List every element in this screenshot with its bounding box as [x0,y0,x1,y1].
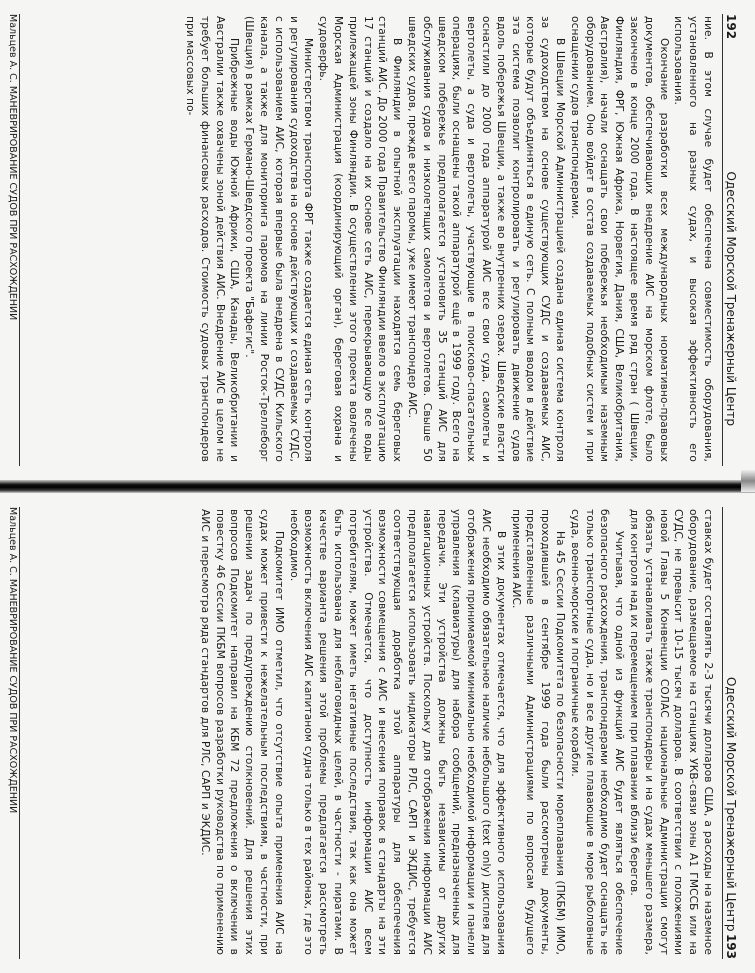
book-gutter [0,480,755,493]
left-page-footer: Мальцев А. С. МАНЕВРИРОВАНИЕ СУДОВ ПРИ РАСХОЖДЕНИИ [6,14,20,466]
left-paragraph: В Швеции Морской Администрацией создана единая система контроля за судоходством на основе существующих СУДС и создаваемых АИС, которые будут объединяться в единую сеть. С полным вводом в действие эта система позволит контролировать и регулировать движение судов вдоль побережья Швеции, а также во внутренних озерах. Шведские власти оснастили до 2000 года аппаратурой АИС все свои суда, самолеты и вертолеты, а суда и вертолеты, участвующие в поисково-спасательных операциях, были оснащены такой аппаратурой ещё в 1999 году. Всего на шведском побережье предполагается установить 35 станций АИС для обслуживания судов и низколетящих самолетов и вертолетов. Свыше 50 шведских судов, прежде всего паромы, уже имеют транспондер АИС. [406,16,567,462]
right-page-footer: Мальцев А. С. МАНЕВРИРОВАНИЕ СУДОВ ПРИ РАСХОЖДЕНИИ [6,507,20,959]
left-paragraph: Прибрежные воды Южной Африки, США, Канады, Великобритании и Австралии также охвачены зоной действия АИС. Внедрение АИС в целом не требует больших финансовых расходов. Стоимость судовых транспондеров при массовых по- [184,16,241,462]
right-header-title: Одесский Морской Тренажерный Центр [724,677,738,932]
right-body-text [197,509,715,955]
left-page-number: 192 [724,14,738,40]
left-paragraph: Окончание разработки всех международных нормативно-правовых документов, обеспечивающих внедрение АИС на морском флоте, было закончено в конце 2000 года. В настоящее время ряд стран ( Швеции, Финляндия, ФРГ, Южная Африка, Норвегия, Дания, США, Великобритания, Австралия), начали оснащать свои побережья необходимым наземным оборудованием. Оно войдет в состав создаваемых подобных систем и при оснащении судов транспондерами. [568,16,670,462]
right-page-header [722,507,739,959]
right-page-number: 193 [724,933,738,959]
left-page [0,0,755,480]
right-paragraph: В этих документах отмечается, что для эффективного использования АИС необходимо обязательное наличие небольшого (text only) дисплея для отображения принимаемой минимально необходимой информации и панели управления (клавиатуры) для набора сообщений, предназначенных для передачи. Эти устройства должны быть независимы от других навигационных устройств. Поскольку для отображения информации АИС предполагается использовать индикаторы РЛС, САРП и ЭКДИС, требуется соответствующая доработка этой аппаратуры для обеспечения возможности совмещения с АИС и внесения поправок в стандарты на эти устройства. Отмечается, что доступность информации АИС всем потребителям, может иметь негативные последствия, так как она может быть использована для неблаговидных целей, в частности - пиратами. В качестве варианта решения этой проблемы предлагается рассмотреть возможность включения АИС капитаном судна только в тех районах, где это необходимо. [287,509,507,955]
left-body-text [182,16,715,462]
right-paragraph: На 45 Сессии Подкомитета по безопасности мореплавания (ПКБМ) ИМО, проходившей в сентябре 1999 года были рассмотрены документы, представленные различными Администрациями по вопросам будущего применения АИС. [509,509,567,955]
scan-edge-mark [741,470,755,492]
left-header-title: Одесский Морской Тренажерный Центр [724,171,738,426]
left-paragraph: В Финляндии в опытной эксплуатации находятся семь береговых станций АИС. До 2000 года Правительство Финляндии ввело в эксплуатацию 17 станций и создало на их основе сеть АИС, перекрывающую все воды прилежащей зоны Финляндии. В осуществлении этого проекта вовлечены Морская Администрация (координирующий орган), береговая охрана и судоверфь. [317,16,404,462]
left-paragraph: ние. В этом случае будет обеспечена совместимость оборудования, установленного на разных судах, и высокая эффективность его использования. [672,16,714,462]
right-paragraph: Учитывая, что одной из функций АИС будет являться обеспечение безопасного расхождения, транспондерами необходимо будет оснащать не только транспортные суда, но и все другие плавающие в море рыболовные суда, военно-морские и пограничные корабли. [568,509,626,955]
right-paragraph: ставках будет составлять 2-3 тысячи долларов США, а расходы на наземное оборудование, размещаемое на станциях УКВ-связи зоны А1 ГМССБ или на СУДС, не превысит 10-15 тысяч долларов. В соответствии с положениями новой Главы 5 Конвенции СОЛАС национальные Администрации смогут обязать устанавливать также транспондеры и на судах меньшего размера, для контроля над их перемещением при плавании вблизи берегов. [628,509,714,955]
left-page-header [722,14,739,466]
right-page [0,493,755,973]
left-paragraph: Министерством транспорта ФРГ также создается единая сеть контроля и регулирования судоходства на основе действующих и создаваемых СУДС, с использованием АИС, которая впервые была внедрена в СУДС Кильского канала, а также для мониторинга паромов на линии Росток-Треллеборг (Швеция) в рамках Германо-Шведского проекта "Бафегис". [243,16,315,462]
right-paragraph: Подкомитет ИМО отметил, что отсутствие опыта применения АИС на судах может привести к нежелательным последствиям, в частности, при решении задач по предупреждению столкновений. Для решения этих вопросов Подкомитет направил на КБМ 72 предложения о включении в повестку 46 Сессии ПКБМ вопросов разработки руководства по применению АИС и пересмотра ряда стандартов для РЛС, САРП и ЭКДИС. [198,509,285,955]
